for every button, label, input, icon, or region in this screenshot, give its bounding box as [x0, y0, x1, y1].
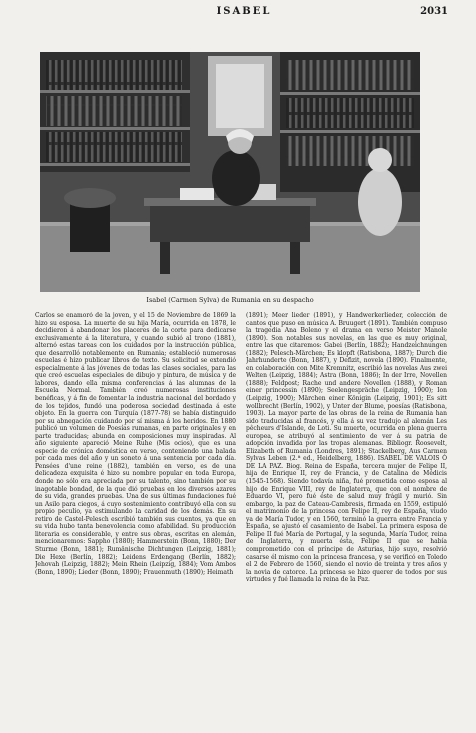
- text-columns: [35, 312, 447, 712]
- right-column-text: (1891); Meer lieder (1891), y Handwerkerlieder, colección de cantos que puso en música A. Bruugert (1891). También compuso la tragedia Ana Boleno y el drama en verso Meister Manole (1890). Son notables sus novelas, en las que es muy original, entre las que citaremos: Gabei (Berlín, 1882); Handzeichnungen (1882); Pelesch-Märchen; Es klopft (Ratisbona, 1887); Durch die Jahrhunderte (Bonn, 1887), y Defizit, novela (1890). Finalmente, en colaboración con Mite Kremnitz, escribió las novelas Aus zwei Welten (Leipzig, 1884); Astra (Bonn, 1886); In der Irre, Novellen (1888); Feldpost; Rache und andere Novellen (1888), y Roman einer princessin (1890); Seelengespräche (Leipzig, 1900); Ion (Leipzig, 1900); Märchen einer Königin (Leipzig, 1901); Es sitt wollbrecht (Berlín, 1902), y Unter der Blume, poesías (Ratisbona, 1903). La mayor parte de las obras de la reina de Rumania han sido traducidas al francés, y ella á su vez tradujo al alemán Les pêcheurs d'Islande, de Loti. Su muerte, ocurrida en plena guerra europea, se atribuyó al sentimiento de ver á su patria de adopción invadida por las tropas alemanas. Bibliogr. Roosevelt, Elizabeth of Rumania (Londres, 1891); Stackelberg, Aus Carmen Sylvas Leben (2.ª ed., Heidelberg, 1886). ISABEL DE VALOIS Ó DE LA PAZ. Biog. Reina de España, tercera mujer de Felipe II, hija de Enrique II, rey de Francia, y de Catalina de Médicis (1545-1568). Siendo todavía niña, fué prometida como esposa al hijo de Enrique VIII, rey de Inglaterra, que con el nombre de Eduardo VI, pero fué éste de salud muy frágil y murió. Sin embargo, la paz de Cateau-Cambresis, firmada en 1559, estipuló el matrimonio de la princesa con Felipe II, rey de España, viudo ya de María Tudor, y en 1560, terminó la guerra entre Francia y España, se ajustó el casamiento de Isabel. La primera esposa de Felipe II fué María de Portugal, y la segunda, María Tudor, reina de Inglaterra, y muerta ésta, Felipe II que se había comprometido con el príncipe de Asturias, hijo suyo, resolvió casarse él mismo con la princesa francesa, y se verificó en Toledo el 2 de Febrero de 1560, siendo el novio de treinta y tres años y la novia de catorce. La princesa se hizo querer de todos por sus virtudes y fué llamada la reina de la Paz.: [246, 312, 447, 584]
- left-column-text: Carlos se enamoró de la joven, y el 15 de Noviembre de 1869 la hizo su esposa. La muerte de su hija María, ocurrida en 1878, le decidieron á abandonar los placeres de la corte para dedicarse exclusivamente á la literatura, y cuando subió al trono (1881), alternó estas tareas con los cuidados por la instrucción pública, que desarrolló notablemente en Rumania; estableció numerosas escuelas é hizo publicar libros de texto. Su solicitud se extendió especialmente á las jóvenes de todas las clases sociales, para las que creó escuelas especiales de dibujo y pintura, de música y de labores, dando ella misma conferencias á las alumnas de la Escuela Normal. También creó numerosas instituciones benéficas, y á fin de fomentar la industria nacional del bordado y de los tejidos, fundó una poderosa sociedad destinada á este objeto. En la guerra con Turquía (1877-78) se había distinguido por su abnegación cuidando por sí misma á los heridos. En 1880 publicó un volumen de Poesías rumanas, en parte originales y en parte traducidas; abunda en composiciones muy inspiradas. Al año siguiente apareció Meine Ruhe (Mis ocios), que es una especie de crónica doméstica en verso, conteniendo una balada por cada mes del año y un soneto á una sentencia por cada día. Pensées d'une reine (1882), también en verso, es de una delicadeza exquisita é hizo su nombre popular en toda Europa, donde no sólo era apreciada por su talento, sino también por su inagotable bondad, de la que dió pruebas en los diversos azares de su vida, grandes pruebas. Una de sus últimas fundaciones fué un Asilo para ciegos, á cuyo sostenimiento contribuyó ella con su propio peculio, ya estimulando la caridad de los demás. En su retiro de Castel-Pelesch escribió también sus cuentos, ya que en su vida hubo tanta benevolencia como afabilidad. Su producción literaria es considerable, y entre sus obras, escritas en alemán, mencionaremos: Sappho (1880); Hammerstein (Bonn, 1880); Der Sturme (Bonn, 1881); Rumänische Dichtungen (Leipzig, 1881); Die Hexe (Berlín, 1882); Leidens Erdengang (Berlín, 1882); Jehovah (Leipzig, 1882); Mein Rhein (Leipzig, 1884); Vom Ambos (Bonn, 1890); Lieder (Bonn, 1890); Frauenmuth (1890); Heimath: [35, 312, 236, 576]
- page-number: 2031: [420, 6, 448, 17]
- study-room-photo: [40, 52, 420, 292]
- right-column: [246, 312, 447, 712]
- running-header: [40, 6, 448, 22]
- photo-caption: Isabel (Carmen Sylva) de Rumania en su despacho: [146, 296, 314, 304]
- left-column: [35, 312, 236, 712]
- photograph: [40, 52, 420, 292]
- running-title: ISABEL: [216, 6, 272, 17]
